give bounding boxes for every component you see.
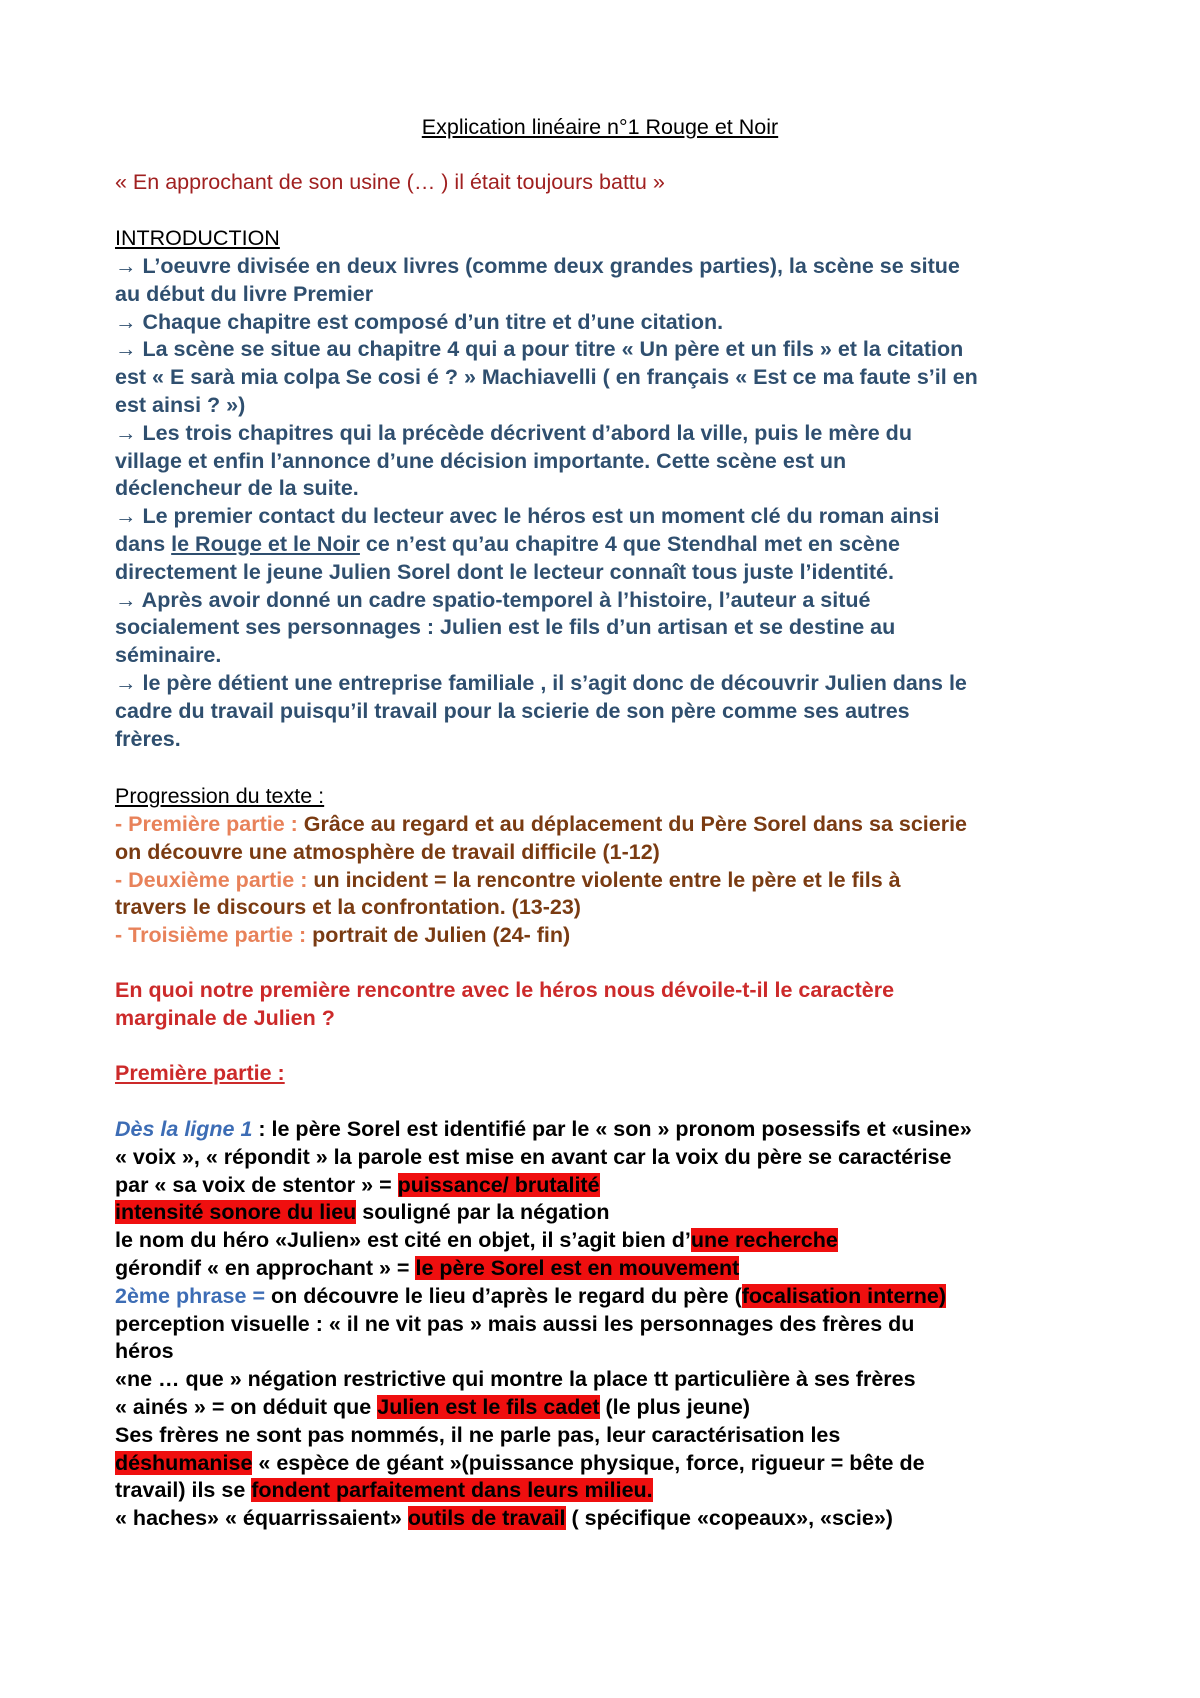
analysis-body: [115, 1116, 1095, 1533]
analysis-line: « voix », « répondit » la parole est mise en avant car la voix du père se caractérise: [115, 1144, 952, 1169]
phrase-reference: 2ème phrase =: [115, 1283, 265, 1308]
intro-line: → Les trois chapitres qui la précède décrivent d’abord la ville, puis le mère du: [115, 420, 912, 445]
highlight: fondent parfaitement dans leurs milieu.: [251, 1478, 653, 1503]
part-text: portrait de Julien (24- fin): [306, 923, 571, 948]
analysis-text: travail) ils se: [115, 1478, 252, 1503]
line-reference: Dès la ligne 1: [115, 1117, 253, 1141]
progression-line: [115, 867, 1095, 895]
intro-line: séminaire.: [115, 643, 222, 668]
analysis-line: [115, 1116, 1095, 1144]
analysis-text: gérondif « en approchant » =: [115, 1255, 416, 1280]
intro-line: → L’oeuvre divisée en deux livres (comme deux grandes parties), la scène se situe: [115, 254, 960, 278]
intro-line: → le père détient une entreprise familiale , il s’agit donc de découvrir Julien dans le: [115, 670, 967, 695]
intro-line: est « E sarà mia colpa Se cosi é ? » Machiavelli ( en français « Est ce ma faute s’il en: [115, 365, 978, 390]
book-title-reference: le Rouge et le Noir: [171, 531, 360, 556]
intro-line-text: ce n’est qu’au chapitre 4 que Stendhal met en scène: [359, 531, 900, 556]
analysis-line: [115, 1227, 1095, 1255]
highlight: outils de travail: [407, 1506, 566, 1531]
analysis-text: souligné par la négation: [356, 1200, 610, 1225]
intro-line: déclencheur de la suite.: [115, 476, 359, 501]
intro-line: → Chaque chapitre est composé d’un titre et d’une citation.: [115, 309, 724, 334]
intro-line: directement le jeune Julien Sorel dont le lecteur connaît tous juste l’identité.: [115, 559, 894, 584]
part-label: - Deuxième partie :: [115, 867, 308, 892]
analysis-text: par « sa voix de stentor » =: [115, 1172, 398, 1197]
highlight: Julien est le fils cadet: [377, 1394, 600, 1419]
problematic-question: [115, 977, 1095, 1033]
part1-heading: Première partie :: [115, 1061, 285, 1085]
progression-body: [115, 811, 1095, 950]
analysis-line: [115, 1505, 1095, 1533]
analysis-line: [115, 1255, 1095, 1283]
intro-line: village et enfin l’annonce d’une décision importante. Cette scène est un: [115, 448, 847, 473]
highlight: focalisation interne): [741, 1283, 947, 1308]
question-line: En quoi notre première rencontre avec le héros nous dévoile-t-il le caractère: [115, 978, 895, 1002]
document-title: Explication linéaire n°1 Rouge et Noir: [421, 115, 779, 139]
highlight: puissance/ brutalité: [397, 1172, 600, 1197]
analysis-line: [115, 1450, 1095, 1478]
intro-line: au début du livre Premier: [115, 281, 374, 306]
part-text: Grâce au regard et au déplacement du Père Sorel dans sa scierie: [297, 812, 968, 836]
part-text: un incident = la rencontre violente entre le père et le fils à: [307, 867, 901, 892]
analysis-text: (le plus jeune): [599, 1394, 751, 1419]
analysis-text: ( spécifique «copeaux», «scie»): [565, 1506, 893, 1531]
analysis-text: « espèce de géant »(puissance physique, force, rigueur = bête de: [252, 1450, 925, 1475]
analysis-text: « haches» « équarrissaient»: [115, 1506, 408, 1531]
intro-line: cadre du travail puisqu’il travail pour la scierie de son père comme ses autres: [115, 698, 910, 723]
progression-line: [115, 811, 1095, 839]
intro-line: → Le premier contact du lecteur avec le héros est un moment clé du roman ainsi: [115, 504, 940, 529]
intro-line: [115, 531, 1095, 559]
part-label: - Première partie :: [115, 812, 298, 836]
highlight: intensité sonore du lieu: [115, 1200, 357, 1225]
progression-line: on découvre une atmosphère de travail difficile (1-12): [115, 839, 660, 864]
analysis-text: le nom du héro «Julien» est cité en objet, il s’agit bien d’: [115, 1228, 691, 1253]
introduction-body: [115, 253, 1095, 753]
progression-heading: Progression du texte :: [115, 784, 325, 808]
question-line: marginale de Julien ?: [115, 1005, 335, 1030]
analysis-line: Ses frères ne sont pas nommés, il ne parle pas, leur caractérisation les: [115, 1422, 841, 1447]
analysis-line: [115, 1199, 1095, 1227]
analysis-line: «ne … que » négation restrictive qui montre la place tt particulière à ses frères: [115, 1367, 916, 1392]
analysis-text: « ainés » = on déduit que: [115, 1394, 378, 1419]
progression-line: [115, 922, 1095, 950]
highlight: déshumanise: [115, 1450, 253, 1475]
analysis-line: [115, 1394, 1095, 1422]
part-label: - Troisième partie :: [115, 923, 307, 948]
introduction-heading: INTRODUCTION: [115, 226, 280, 250]
analysis-line: [115, 1172, 1095, 1200]
analysis-text: : le père Sorel est identifié par le « son » pronom posessifs et «usine»: [252, 1117, 972, 1141]
intro-line: est ainsi ? »): [115, 392, 246, 417]
analysis-line: perception visuelle : « il ne vit pas » mais aussi les personnages des frères du: [115, 1311, 915, 1336]
progression-line: travers le discours et la confrontation. (13-23): [115, 895, 581, 920]
highlight: le père Sorel est en mouvement: [415, 1255, 740, 1280]
intro-line: → Après avoir donné un cadre spatio-temporel à l’histoire, l’auteur a situé: [115, 587, 871, 612]
analysis-line: [115, 1283, 1095, 1311]
intro-line-text: dans: [115, 531, 172, 556]
analysis-text: on découvre le lieu d’après le regard du père (: [265, 1283, 742, 1308]
analysis-line: [115, 1477, 1095, 1505]
intro-line: → La scène se situe au chapitre 4 qui a pour titre « Un père et un fils » et la citation: [115, 337, 964, 362]
intro-line: frères.: [115, 726, 181, 751]
analysis-line: héros: [115, 1339, 174, 1364]
intro-line: socialement ses personnages : Julien est le fils d’un artisan et se destine au: [115, 615, 896, 640]
epigraph-quote: « En approchant de son usine (… ) il était toujours battu »: [115, 170, 665, 194]
highlight: une recherche: [690, 1228, 838, 1253]
